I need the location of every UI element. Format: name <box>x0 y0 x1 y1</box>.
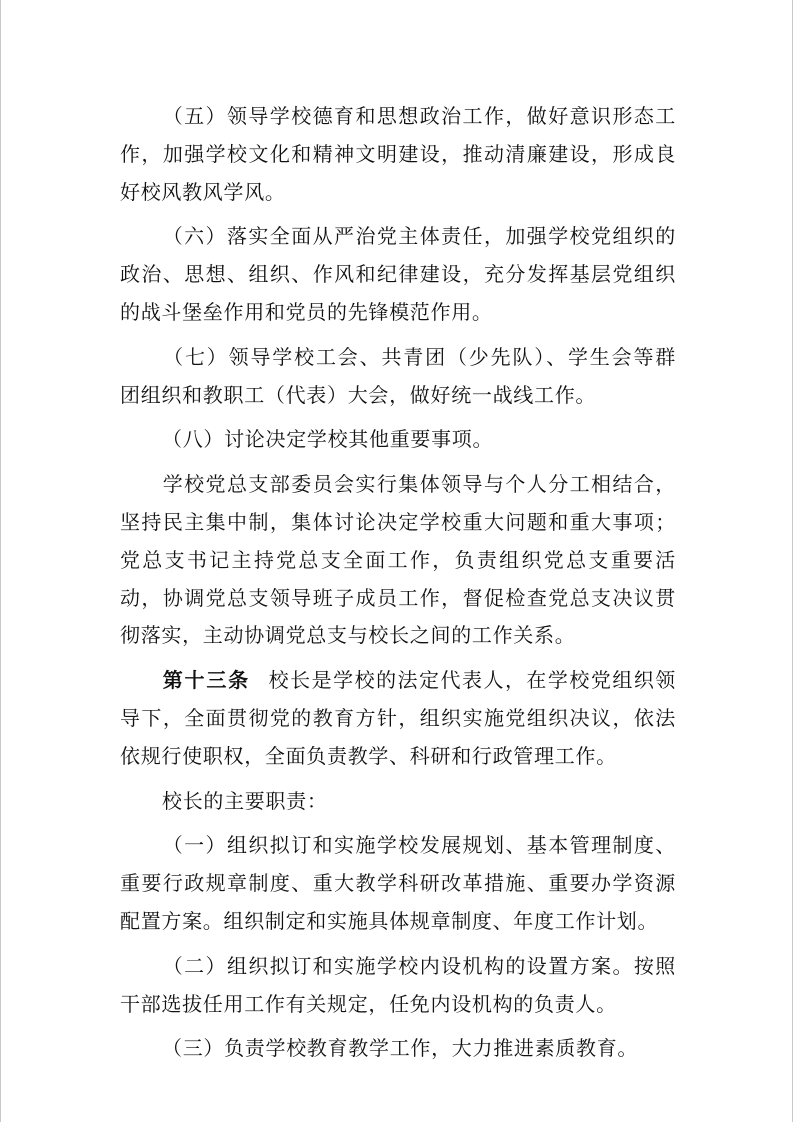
text-line: （八）讨论决定学校其他重要事项。 <box>162 427 494 452</box>
text-line: （一）组织拟订和实施学校发展规划、基本管理制度、 <box>162 833 676 858</box>
text-line: 第十三条 校长是学校的法定代表人，在学校党组织领 <box>162 668 677 693</box>
text-line: 好校风教风学风。 <box>120 179 286 204</box>
paragraph-principal-duty-1 <box>120 827 676 940</box>
text-line: 团组织和教职工（代表）大会，做好统一战线工作。 <box>120 382 597 407</box>
text-line: （二）组织拟订和实施学校内设机构的设置方案。按照 <box>162 953 676 978</box>
text-line: 的战斗堡垒作用和党员的先锋模范作用。 <box>120 299 493 324</box>
text-line: 依规行使职权，全面负责教学、科研和行政管理工作。 <box>120 743 617 768</box>
text-line: 坚持民主集中制，集体讨论决定学校重大问题和重大事项； <box>120 509 676 534</box>
text-line: （七）领导学校工会、共青团（少先队）、学生会等群 <box>162 344 676 369</box>
paragraph-principal-duties-heading <box>120 783 676 821</box>
article-label: 第十三条 <box>162 668 250 693</box>
paragraph-duty-7 <box>120 339 676 415</box>
paragraph-duty-5 <box>120 98 676 211</box>
text-line: （三）负责学校教育教学工作，大力推进素质教育。 <box>162 1036 639 1061</box>
text-line: 动，协调党总支领导班子成员工作，督促检查党总支决议贯 <box>120 585 676 610</box>
page-left-edge <box>0 0 1 1122</box>
document-body <box>120 98 676 1068</box>
text-line: 干部选拔任用工作有关规定，任免内设机构的负责人。 <box>120 991 617 1016</box>
paragraph-principal-duty-3 <box>120 1030 676 1068</box>
text-line: 彻落实，主动协调党总支与校长之间的工作关系。 <box>120 623 576 648</box>
text-line: 配置方案。组织制定和实施具体规章制度、年度工作计划。 <box>120 908 659 933</box>
text-line: 导下，全面贯彻党的教育方针，组织实施党组织决议，依法 <box>120 705 676 730</box>
text-line: 政治、思想、组织、作风和纪律建设，充分发挥基层党组织 <box>120 262 676 287</box>
text-line: 学校党总支部委员会实行集体领导与个人分工相结合， <box>162 472 676 497</box>
paragraph-duty-6 <box>120 218 676 331</box>
text-line: 作，加强学校文化和精神文明建设，推动清廉建设，形成良 <box>120 141 676 166</box>
text-line: （五）领导学校德育和思想政治工作，做好意识形态工 <box>162 104 676 128</box>
text-line: 重要行政规章制度、重大教学科研改革措施、重要办学资源 <box>120 871 676 896</box>
paragraph-party-branch <box>120 466 676 655</box>
paragraph-principal-duty-2 <box>120 948 676 1024</box>
text-line: 校长的主要职责： <box>162 788 328 813</box>
text-line: （六）落实全面从严治党主体责任，加强学校党组织的 <box>162 224 676 249</box>
paragraph-article-13 <box>120 662 676 775</box>
paragraph-duty-8 <box>120 421 676 459</box>
text-line: 党总支书记主持党总支全面工作，负责组织党总支重要活 <box>120 547 676 572</box>
